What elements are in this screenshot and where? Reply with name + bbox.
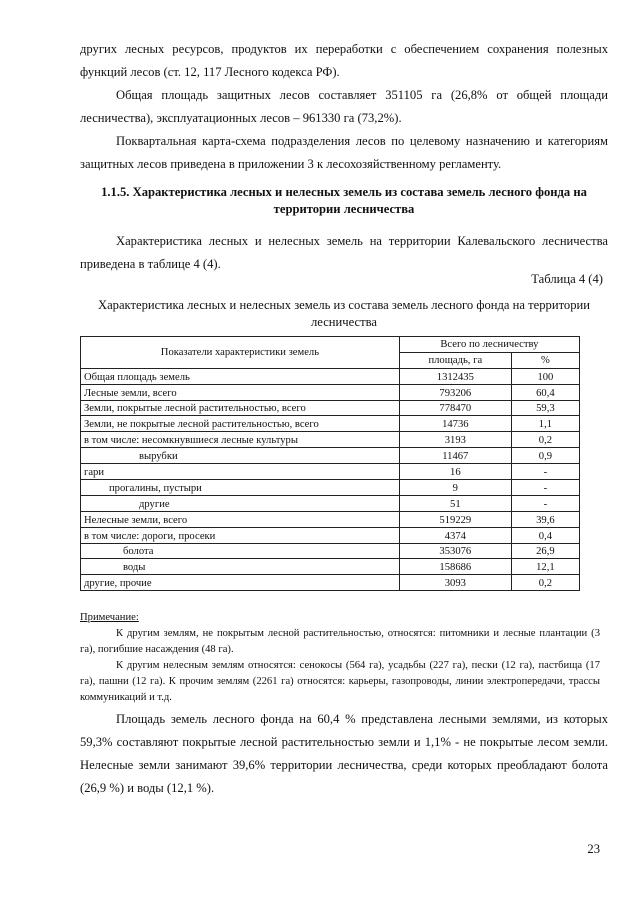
row-area: 3193 — [399, 432, 511, 448]
row-area: 3093 — [399, 575, 511, 591]
header-percent: % — [511, 352, 579, 368]
table-row — [81, 464, 580, 480]
row-percent: - — [511, 495, 579, 511]
row-percent: 39,6 — [511, 511, 579, 527]
row-label: в том числе: несомкнувшиеся лесные культуры — [81, 432, 400, 448]
row-area: 1312435 — [399, 368, 511, 384]
row-area: 519229 — [399, 511, 511, 527]
note-title: Примечание: — [80, 612, 139, 623]
table-row — [81, 495, 580, 511]
page-number: 23 — [587, 842, 600, 856]
table-header-row — [81, 337, 580, 353]
row-label: болота — [81, 543, 400, 559]
table-row — [81, 384, 580, 400]
header-indicator: Показатели характеристики земель — [81, 337, 400, 369]
paragraph-protective-forests: Общая площадь защитных лесов составляет 351105 га (26,8% от общей площади лесничества), эксплуатационных лесов – 961330 га (73,2%). — [80, 88, 608, 125]
row-area: 9 — [399, 480, 511, 496]
row-label: Земли, не покрытые лесной растительностью, всего — [81, 416, 400, 432]
row-percent: 59,3 — [511, 400, 579, 416]
table-title: Характеристика лесных и нелесных земель из состава земель лесного фонда на территории лесничества — [97, 298, 590, 329]
table-row — [81, 543, 580, 559]
row-area: 4374 — [399, 527, 511, 543]
row-percent: - — [511, 464, 579, 480]
table-row — [81, 527, 580, 543]
row-area: 793206 — [399, 384, 511, 400]
table-row — [81, 511, 580, 527]
row-percent: 1,1 — [511, 416, 579, 432]
table-row — [81, 448, 580, 464]
table-row — [81, 575, 580, 591]
table-note — [80, 610, 600, 706]
row-percent: 100 — [511, 368, 579, 384]
row-label: воды — [81, 559, 400, 575]
row-area: 14736 — [399, 416, 511, 432]
note-line-other-lands: К другим землям, не покрытым лесной растительностью, относятся: питомники и лесные плантации (3 га), погибшие насаждения (48 га). — [80, 628, 600, 655]
row-percent: - — [511, 480, 579, 496]
section-heading: 1.1.5. Характеристика лесных и нелесных земель из состава земель лесного фонда на территории лесничества — [101, 185, 587, 216]
row-percent: 0,2 — [511, 432, 579, 448]
paragraph-forest-resources: других лесных ресурсов, продуктов их переработки с обеспечением сохранения полезных функций лесов (ст. 12, 117 Лесного кодекса РФ). — [80, 42, 608, 79]
header-total-group: Всего по лесничеству — [399, 337, 579, 353]
row-label: вырубки — [81, 448, 400, 464]
table-row — [81, 559, 580, 575]
row-label: другие, прочие — [81, 575, 400, 591]
row-label: гари — [81, 464, 400, 480]
table-row — [81, 368, 580, 384]
row-label: в том числе: дороги, просеки — [81, 527, 400, 543]
row-label: Земли, покрытые лесной растительностью, всего — [81, 400, 400, 416]
row-area: 16 — [399, 464, 511, 480]
table-row — [81, 416, 580, 432]
paragraph-table-intro: Характеристика лесных и нелесных земель на территории Калевальского лесничества приведена в таблице 4 (4). — [80, 234, 608, 271]
row-percent: 0,9 — [511, 448, 579, 464]
paragraph-map-scheme: Поквартальная карта-схема подразделения лесов по целевому назначению и категориям защитных лесов приведена в приложении 3 к лесохозяйственному регламенту. — [80, 134, 608, 171]
table-row — [81, 400, 580, 416]
row-label: Общая площадь земель — [81, 368, 400, 384]
row-label: Лесные земли, всего — [81, 384, 400, 400]
note-line-nonforest-lands: К другим нелесным землям относятся: сенокосы (564 га), усадьбы (227 га), пески (12 га), пастбища (17 га), пашни (12 га). К прочим землям (2261 га) относятся: карьеры, газопроводы, линии электропередачи, трассы коммуникаций и т.д. — [80, 660, 600, 703]
table-row — [81, 480, 580, 496]
row-area: 51 — [399, 495, 511, 511]
row-label: другие — [81, 495, 400, 511]
row-percent: 0,2 — [511, 575, 579, 591]
row-percent: 26,9 — [511, 543, 579, 559]
header-area: площадь, га — [399, 352, 511, 368]
row-label: прогалины, пустыри — [81, 480, 400, 496]
land-characteristics-table — [80, 336, 580, 591]
row-area: 778470 — [399, 400, 511, 416]
table-row — [81, 432, 580, 448]
table-number: Таблица 4 (4) — [531, 272, 603, 286]
row-percent: 12,1 — [511, 559, 579, 575]
row-area: 353076 — [399, 543, 511, 559]
row-percent: 0,4 — [511, 527, 579, 543]
row-area: 158686 — [399, 559, 511, 575]
paragraph-summary: Площадь земель лесного фонда на 60,4 % представлена лесными землями, из которых 59,3% составляют покрытые лесной растительностью земли и 1,1% - не покрытые лесом земли. Нелесные земли занимают 39,6% территории лесничества, среди которых преобладают болота (26,9 %) и воды (12,1 %). — [80, 712, 608, 795]
row-area: 11467 — [399, 448, 511, 464]
row-label: Нелесные земли, всего — [81, 511, 400, 527]
row-percent: 60,4 — [511, 384, 579, 400]
